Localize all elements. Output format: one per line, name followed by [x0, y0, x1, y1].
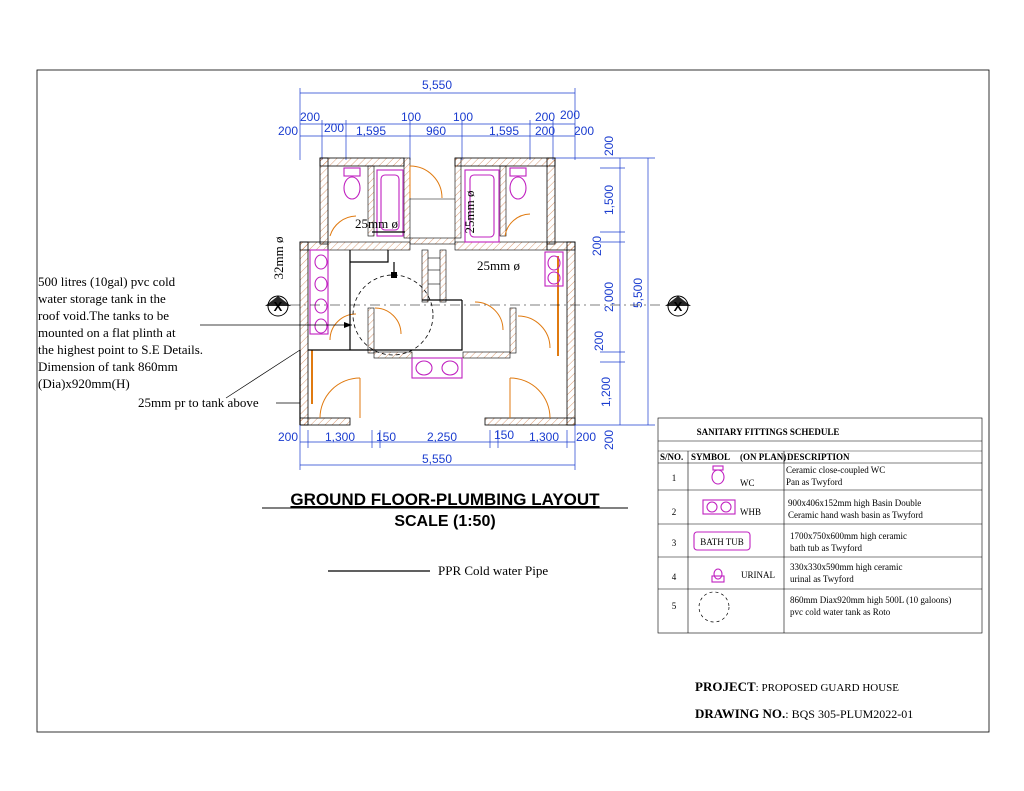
urinal-icon — [712, 569, 724, 582]
dim-right-6: 200 — [602, 429, 616, 451]
wc-icon — [712, 466, 724, 484]
tank-note-line-5: Dimension of tank 860mm — [38, 359, 178, 374]
schedule-row-5-desc-0: 860mm Diax920mm high 500L (10 galoons) — [790, 595, 952, 605]
schedule-col-desc: DESCRIPTION — [787, 452, 850, 462]
schedule-row-4-desc-0: 330x330x590mm high ceramic — [790, 562, 903, 572]
schedule-row-3-desc-1: bath tub as Twyford — [790, 543, 862, 553]
drawing-no-line — [695, 706, 913, 721]
project-label: PROJECT — [695, 679, 756, 694]
section-marker-right-label: X — [673, 299, 683, 314]
dim-bottom-5: 1,300 — [528, 430, 560, 444]
schedule-row-3-desc-0: 1700x750x600mm high ceramic — [790, 531, 907, 541]
schedule-row-2-desc-0: 900x406x152mm high Basin Double — [788, 498, 922, 508]
section-marker-left-label: X — [273, 299, 283, 314]
whb-center — [412, 358, 462, 378]
dim-bottom-0: 200 — [277, 430, 299, 444]
wc-left — [344, 168, 360, 199]
dim-top-row1-1: 100 — [400, 110, 422, 124]
dim-bottom-1: 1,300 — [324, 430, 356, 444]
pipe-label-vertical: 25mm ø — [462, 190, 477, 234]
walls — [300, 158, 575, 425]
drawing-title — [262, 490, 628, 530]
bottom-dimensions — [278, 425, 596, 470]
tank-note-line-2: roof void.The tanks to be — [38, 308, 170, 323]
dim-top-row2-1: 200 — [323, 121, 345, 135]
dim-right-5: 1,200 — [599, 376, 613, 408]
title-scale: SCALE (1:50) — [394, 513, 496, 530]
schedule-col-symbol: SYMBOL — [691, 452, 731, 462]
dim-top-row2-0: 200 — [277, 124, 299, 138]
tank-note-line-4: the highest point to S.E Details. — [38, 342, 204, 357]
dim-top-row2-5: 200 — [534, 124, 556, 138]
stair-lines — [410, 199, 462, 300]
dim-right-0: 200 — [602, 135, 616, 157]
dim-bottom-3: 2,250 — [426, 430, 458, 444]
tank-note-line-1: water storage tank in the — [38, 291, 166, 306]
tank-note-line-0: 500 litres (10gal) pvc cold — [38, 274, 176, 289]
doors — [312, 166, 558, 418]
dim-top-overall: 5,550 — [421, 78, 453, 92]
dim-right-2: 200 — [590, 235, 604, 257]
dim-bottom-6: 200 — [575, 430, 597, 444]
dim-bottom-overall: 5,550 — [421, 452, 453, 466]
schedule-row-2-no: 2 — [671, 507, 677, 517]
fittings-schedule — [658, 418, 982, 633]
dim-top-row1-4: 200 — [559, 108, 581, 122]
schedule-row-3-no: 3 — [671, 538, 677, 548]
dim-top-row2-4: 1,595 — [488, 124, 520, 138]
drawing-no-label: DRAWING NO. — [695, 706, 786, 721]
schedule-row-2-desc-1: Ceramic hand wash basin as Twyford — [788, 510, 923, 520]
schedule-row-1-desc-0: Ceramic close-coupled WC — [786, 465, 886, 475]
tank-icon — [699, 592, 729, 622]
legend-label: PPR Cold water Pipe — [438, 563, 549, 578]
project-value: : PROPOSED GUARD HOUSE — [755, 682, 899, 694]
schedule-row-4-symbol-label: URINAL — [741, 570, 775, 580]
title-main: GROUND FLOOR-PLUMBING LAYOUT — [290, 490, 600, 509]
project-line — [695, 679, 899, 694]
pipe-note-text: 25mm pr to tank above — [138, 395, 259, 410]
pipe-label-right: 25mm ø — [477, 258, 520, 273]
top-dimensions — [278, 78, 594, 160]
schedule-row-5-no: 5 — [671, 601, 677, 611]
dim-top-row1-2: 100 — [452, 110, 474, 124]
dim-top-row1-0: 200 — [299, 110, 321, 124]
legend — [328, 563, 548, 578]
dim-right-1: 1,500 — [602, 184, 616, 216]
section-marker-right — [665, 296, 691, 316]
dim-bottom-2: 150 — [375, 430, 397, 444]
dim-right-4: 200 — [592, 330, 606, 352]
dim-right-overall: 5,500 — [631, 277, 645, 309]
dim-top-row2-3: 960 — [425, 124, 447, 138]
schedule-row-1-symbol-label: WC — [740, 478, 755, 488]
drawing-no-value: : BQS 305-PLUM2022-01 — [785, 707, 914, 721]
schedule-row-3-symbol-label: BATH TUB — [700, 537, 744, 547]
schedule-col-symbol-sub: (ON PLAN) — [740, 452, 787, 462]
whb-right — [545, 252, 563, 286]
schedule-col-sno: S/NO. — [660, 452, 684, 462]
schedule-row-2-symbol-label: WHB — [740, 507, 761, 517]
tank-note-line-3: mounted on a flat plinth at — [38, 325, 176, 340]
wc-right — [510, 168, 526, 199]
section-marker-left — [265, 296, 291, 316]
pipes — [300, 232, 462, 425]
schedule-heading: SANITARY FITTINGS SCHEDULE — [696, 427, 840, 437]
dim-bottom-4: 150 — [493, 428, 515, 442]
urinals-left — [310, 250, 328, 334]
schedule-row-5-desc-1: pvc cold water tank as Roto — [790, 607, 891, 617]
tank-note-line-6: (Dia)x920mm(H) — [38, 376, 130, 391]
dim-top-row2-6: 200 — [573, 124, 595, 138]
schedule-row-4-no: 4 — [671, 572, 677, 582]
dim-right-3: 2,000 — [602, 281, 616, 313]
dim-top-row1-3: 200 — [534, 110, 556, 124]
pipe-label-left: 32mm ø — [271, 236, 286, 280]
whb-icon — [703, 500, 735, 514]
pipe-label-upper: 25mm ø — [355, 216, 398, 231]
fixtures — [310, 168, 563, 378]
schedule-row-1-desc-1: Pan as Twyford — [786, 477, 843, 487]
dim-top-row2-2: 1,595 — [355, 124, 387, 138]
schedule-row-1-no: 1 — [671, 473, 677, 483]
schedule-row-4-desc-1: urinal as Twyford — [790, 574, 854, 584]
title-block — [695, 679, 913, 721]
